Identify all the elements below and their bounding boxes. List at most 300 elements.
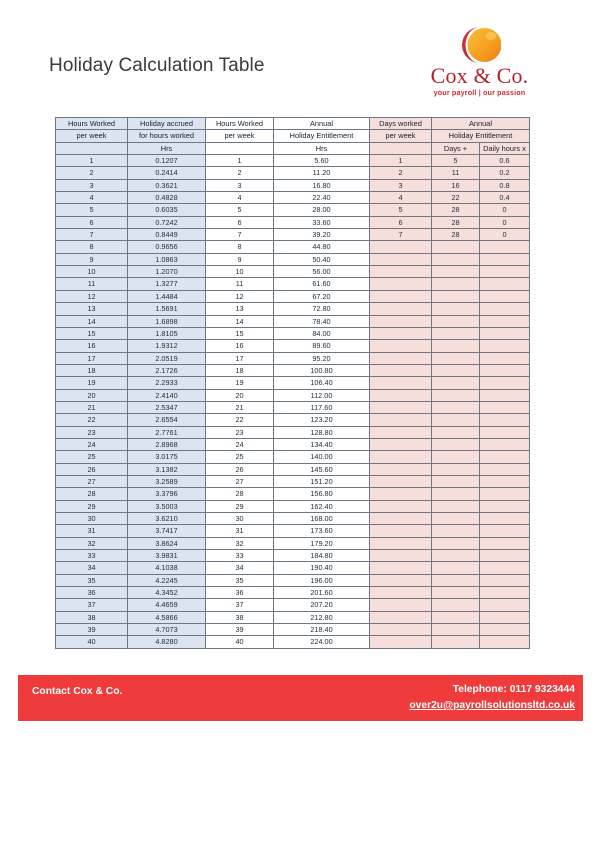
cell-holiday-accrued: 3.5003 (128, 500, 206, 512)
logo-mark-icon (461, 26, 501, 64)
cell-daily-hours-x (480, 550, 530, 562)
cell-annual-hrs: 224.00 (274, 636, 370, 648)
header-blank-blue (56, 142, 128, 154)
cell-holiday-accrued: 1.4484 (128, 290, 206, 302)
cell-hours-worked-blue: 23 (56, 426, 128, 438)
cell-hours-worked-blue: 38 (56, 611, 128, 623)
cell-hours-worked-blue: 19 (56, 377, 128, 389)
cell-hours-worked-white: 21 (206, 401, 274, 413)
cell-days-plus: 5 (432, 155, 480, 167)
cell-hours-worked-white: 28 (206, 488, 274, 500)
cell-daily-hours-x (480, 574, 530, 586)
cell-hours-worked-white: 10 (206, 266, 274, 278)
cell-daily-hours-x (480, 587, 530, 599)
cell-holiday-accrued: 3.1382 (128, 463, 206, 475)
cell-hours-worked-blue: 3 (56, 179, 128, 191)
cell-hours-worked-blue: 17 (56, 352, 128, 364)
table-body (56, 155, 530, 649)
cell-annual-hrs: 39.20 (274, 229, 370, 241)
cell-holiday-accrued: 0.2414 (128, 167, 206, 179)
cell-hours-worked-blue: 8 (56, 241, 128, 253)
cell-hours-worked-blue: 6 (56, 216, 128, 228)
cell-days-worked (370, 550, 432, 562)
cell-days-plus (432, 278, 480, 290)
cell-days-plus: 28 (432, 216, 480, 228)
cell-holiday-accrued: 3.3796 (128, 488, 206, 500)
cell-holiday-accrued: 4.3452 (128, 587, 206, 599)
cell-hours-worked-white: 25 (206, 451, 274, 463)
cell-days-worked (370, 500, 432, 512)
cell-annual-hrs: 134.40 (274, 438, 370, 450)
cell-hours-worked-blue: 39 (56, 624, 128, 636)
cell-days-worked (370, 290, 432, 302)
cell-hours-worked-blue: 32 (56, 537, 128, 549)
cell-days-worked: 1 (370, 155, 432, 167)
table-row (56, 513, 530, 525)
cell-daily-hours-x (480, 290, 530, 302)
cell-hours-worked-white: 27 (206, 475, 274, 487)
cell-hours-worked-blue: 34 (56, 562, 128, 574)
cell-holiday-accrued: 1.6898 (128, 315, 206, 327)
cell-holiday-accrued: 2.7761 (128, 426, 206, 438)
table-row (56, 451, 530, 463)
cell-days-plus (432, 266, 480, 278)
cell-days-plus: 11 (432, 167, 480, 179)
table-row (56, 414, 530, 426)
table-row (56, 229, 530, 241)
cell-annual-hrs: 11.20 (274, 167, 370, 179)
cell-hours-worked-white: 33 (206, 550, 274, 562)
cell-days-worked: 6 (370, 216, 432, 228)
cell-days-worked: 3 (370, 179, 432, 191)
cell-hours-worked-white: 17 (206, 352, 274, 364)
cell-annual-hrs: 179.20 (274, 537, 370, 549)
table-row (56, 278, 530, 290)
cell-daily-hours-x (480, 377, 530, 389)
cell-hours-worked-blue: 25 (56, 451, 128, 463)
cell-annual-hrs: 44.80 (274, 241, 370, 253)
cell-days-worked (370, 574, 432, 586)
cell-hours-worked-white: 15 (206, 327, 274, 339)
cell-daily-hours-x: 0 (480, 229, 530, 241)
cell-hours-worked-blue: 22 (56, 414, 128, 426)
cell-hours-worked-blue: 4 (56, 192, 128, 204)
table-row (56, 537, 530, 549)
cell-days-worked (370, 636, 432, 648)
cell-holiday-accrued: 4.2245 (128, 574, 206, 586)
cell-annual-hrs: 156.80 (274, 488, 370, 500)
table-row (56, 611, 530, 623)
table-row (56, 475, 530, 487)
cell-days-plus (432, 488, 480, 500)
cell-holiday-accrued: 0.9656 (128, 241, 206, 253)
cell-hours-worked-white: 23 (206, 426, 274, 438)
table-row (56, 574, 530, 586)
cell-hours-worked-white: 32 (206, 537, 274, 549)
cell-days-plus (432, 340, 480, 352)
cell-annual-hrs: 218.40 (274, 624, 370, 636)
cell-daily-hours-x (480, 364, 530, 376)
cell-days-worked (370, 488, 432, 500)
cell-days-plus (432, 525, 480, 537)
cell-holiday-accrued: 4.7073 (128, 624, 206, 636)
table-row (56, 216, 530, 228)
page-header (0, 0, 601, 104)
cell-holiday-accrued: 2.5347 (128, 401, 206, 413)
cell-hours-worked-blue: 1 (56, 155, 128, 167)
cell-annual-hrs: 67.20 (274, 290, 370, 302)
cell-hours-worked-white: 12 (206, 290, 274, 302)
contact-details (409, 682, 575, 714)
cell-daily-hours-x (480, 611, 530, 623)
cell-hours-worked-blue: 11 (56, 278, 128, 290)
cell-hours-worked-white: 26 (206, 463, 274, 475)
cell-annual-hrs: 78.40 (274, 315, 370, 327)
cell-days-plus: 28 (432, 229, 480, 241)
cell-daily-hours-x (480, 513, 530, 525)
cell-daily-hours-x (480, 414, 530, 426)
cell-days-plus (432, 327, 480, 339)
cell-hours-worked-blue: 28 (56, 488, 128, 500)
cell-annual-hrs: 140.00 (274, 451, 370, 463)
cell-holiday-accrued: 1.3277 (128, 278, 206, 290)
cell-days-plus (432, 426, 480, 438)
cell-days-worked (370, 438, 432, 450)
cell-hours-worked-white: 11 (206, 278, 274, 290)
cell-annual-hrs: 16.80 (274, 179, 370, 191)
cell-days-plus: 16 (432, 179, 480, 191)
table-row (56, 266, 530, 278)
cell-hours-worked-blue: 15 (56, 327, 128, 339)
cell-hours-worked-white: 38 (206, 611, 274, 623)
cell-days-plus (432, 438, 480, 450)
cell-days-plus (432, 500, 480, 512)
cell-annual-hrs: 123.20 (274, 414, 370, 426)
cell-days-plus (432, 562, 480, 574)
cell-daily-hours-x (480, 624, 530, 636)
cell-hours-worked-white: 3 (206, 179, 274, 191)
contact-telephone: Telephone: 0117 9323444 (452, 684, 575, 695)
table-row (56, 636, 530, 648)
cell-hours-worked-blue: 40 (56, 636, 128, 648)
cell-hours-worked-white: 22 (206, 414, 274, 426)
cell-holiday-accrued: 4.4659 (128, 599, 206, 611)
cell-holiday-accrued: 3.2589 (128, 475, 206, 487)
cell-annual-hrs: 212.80 (274, 611, 370, 623)
cell-annual-hrs: 28.00 (274, 204, 370, 216)
table-row (56, 438, 530, 450)
table-row (56, 562, 530, 574)
cell-hours-worked-white: 37 (206, 599, 274, 611)
cell-hours-worked-white: 5 (206, 204, 274, 216)
cell-hours-worked-blue: 7 (56, 229, 128, 241)
cell-hours-worked-white: 31 (206, 525, 274, 537)
header-daily-hours-x: Daily hours x (480, 142, 530, 154)
cell-daily-hours-x (480, 389, 530, 401)
cell-holiday-accrued: 3.0175 (128, 451, 206, 463)
cell-days-plus (432, 241, 480, 253)
cell-days-worked (370, 599, 432, 611)
cell-hours-worked-white: 34 (206, 562, 274, 574)
cell-hours-worked-white: 14 (206, 315, 274, 327)
cell-hours-worked-white: 24 (206, 438, 274, 450)
cell-annual-hrs: 89.60 (274, 340, 370, 352)
cell-hours-worked-white: 7 (206, 229, 274, 241)
cell-daily-hours-x (480, 340, 530, 352)
table-header (56, 118, 530, 155)
cell-hours-worked-white: 40 (206, 636, 274, 648)
cell-daily-hours-x (480, 266, 530, 278)
cell-hours-worked-blue: 14 (56, 315, 128, 327)
header-days-plus: Days + (432, 142, 480, 154)
cell-daily-hours-x (480, 636, 530, 648)
cell-hours-worked-blue: 33 (56, 550, 128, 562)
cell-holiday-accrued: 2.1726 (128, 364, 206, 376)
table-row (56, 192, 530, 204)
header-blank-white (206, 142, 274, 154)
cell-hours-worked-white: 9 (206, 253, 274, 265)
cell-hours-worked-white: 4 (206, 192, 274, 204)
table-row (56, 500, 530, 512)
cell-days-worked (370, 315, 432, 327)
table-row (56, 389, 530, 401)
cell-holiday-accrued: 1.5691 (128, 303, 206, 315)
cell-annual-hrs: 128.80 (274, 426, 370, 438)
header-row-1 (56, 118, 530, 130)
cell-holiday-accrued: 3.8624 (128, 537, 206, 549)
table-row (56, 241, 530, 253)
cell-days-plus (432, 414, 480, 426)
table-row (56, 599, 530, 611)
cell-daily-hours-x (480, 278, 530, 290)
table-row (56, 587, 530, 599)
cell-hours-worked-blue: 24 (56, 438, 128, 450)
cell-daily-hours-x (480, 426, 530, 438)
cell-days-worked (370, 451, 432, 463)
cell-hours-worked-white: 30 (206, 513, 274, 525)
cell-annual-hrs: 173.60 (274, 525, 370, 537)
cell-annual-hrs: 84.00 (274, 327, 370, 339)
table-row (56, 624, 530, 636)
header-annual-white: Annual (274, 118, 370, 130)
cell-daily-hours-x (480, 463, 530, 475)
cell-days-plus (432, 401, 480, 413)
cell-hours-worked-blue: 16 (56, 340, 128, 352)
cell-hours-worked-white: 6 (206, 216, 274, 228)
cell-days-worked (370, 475, 432, 487)
table-row (56, 463, 530, 475)
cell-daily-hours-x (480, 327, 530, 339)
cell-days-plus: 22 (432, 192, 480, 204)
cell-hours-worked-blue: 10 (56, 266, 128, 278)
contact-email-link[interactable]: over2u@payrollsolutionsltd.co.uk (409, 699, 575, 711)
cell-holiday-accrued: 0.7242 (128, 216, 206, 228)
table-row (56, 352, 530, 364)
table-row (56, 315, 530, 327)
cell-annual-hrs: 33.60 (274, 216, 370, 228)
table-row (56, 340, 530, 352)
cell-daily-hours-x: 0.6 (480, 155, 530, 167)
cell-daily-hours-x (480, 475, 530, 487)
cell-days-worked: 4 (370, 192, 432, 204)
cell-holiday-accrued: 2.8968 (128, 438, 206, 450)
cell-holiday-accrued: 2.6554 (128, 414, 206, 426)
cell-days-plus (432, 611, 480, 623)
cell-hours-worked-white: 20 (206, 389, 274, 401)
cell-daily-hours-x (480, 537, 530, 549)
cell-daily-hours-x (480, 599, 530, 611)
cell-hours-worked-blue: 5 (56, 204, 128, 216)
header-hrs-white: Hrs (274, 142, 370, 154)
cell-days-worked: 5 (370, 204, 432, 216)
cell-daily-hours-x (480, 401, 530, 413)
cell-days-worked: 2 (370, 167, 432, 179)
cell-annual-hrs: 201.60 (274, 587, 370, 599)
cell-days-worked (370, 377, 432, 389)
cell-days-plus (432, 550, 480, 562)
cell-holiday-accrued: 0.6035 (128, 204, 206, 216)
cell-holiday-accrued: 4.1038 (128, 562, 206, 574)
cell-hours-worked-blue: 27 (56, 475, 128, 487)
cell-annual-hrs: 162.40 (274, 500, 370, 512)
cell-hours-worked-blue: 30 (56, 513, 128, 525)
table-row (56, 488, 530, 500)
cell-holiday-accrued: 1.0863 (128, 253, 206, 265)
cell-days-worked (370, 463, 432, 475)
header-row-2 (56, 130, 530, 142)
cell-holiday-accrued: 2.4140 (128, 389, 206, 401)
cell-days-plus (432, 513, 480, 525)
cell-days-worked (370, 241, 432, 253)
cell-days-worked (370, 587, 432, 599)
cell-hours-worked-blue: 20 (56, 389, 128, 401)
cell-daily-hours-x (480, 438, 530, 450)
page-title: Holiday Calculation Table (49, 55, 265, 76)
cell-hours-worked-white: 39 (206, 624, 274, 636)
table-row (56, 401, 530, 413)
cell-days-plus: 28 (432, 204, 480, 216)
cell-daily-hours-x (480, 500, 530, 512)
table-row (56, 377, 530, 389)
table-row (56, 426, 530, 438)
table-row (56, 550, 530, 562)
cell-daily-hours-x: 0 (480, 216, 530, 228)
cell-annual-hrs: 100.80 (274, 364, 370, 376)
header-per-week-white: per week (206, 130, 274, 142)
cell-days-worked (370, 624, 432, 636)
table-row (56, 253, 530, 265)
cell-daily-hours-x (480, 451, 530, 463)
cell-hours-worked-blue: 2 (56, 167, 128, 179)
table-row (56, 303, 530, 315)
table-row (56, 167, 530, 179)
cell-days-plus (432, 537, 480, 549)
cell-daily-hours-x: 0 (480, 204, 530, 216)
cell-hours-worked-white: 19 (206, 377, 274, 389)
holiday-calculation-table-wrapper (55, 117, 529, 649)
cell-annual-hrs: 22.40 (274, 192, 370, 204)
cell-days-worked (370, 389, 432, 401)
cell-hours-worked-blue: 29 (56, 500, 128, 512)
cell-holiday-accrued: 1.2070 (128, 266, 206, 278)
logo-tagline: your payroll | our passion (433, 88, 526, 97)
cell-holiday-accrued: 0.4828 (128, 192, 206, 204)
cell-days-worked (370, 537, 432, 549)
cell-annual-hrs: 190.40 (274, 562, 370, 574)
table-row (56, 525, 530, 537)
cell-annual-hrs: 56.00 (274, 266, 370, 278)
cell-hours-worked-white: 1 (206, 155, 274, 167)
cell-holiday-accrued: 4.5866 (128, 611, 206, 623)
table-row (56, 155, 530, 167)
header-hours-worked-blue: Hours Worked (56, 118, 128, 130)
cell-hours-worked-blue: 21 (56, 401, 128, 413)
cell-days-worked (370, 253, 432, 265)
cell-days-worked (370, 352, 432, 364)
header-hrs-blue: Hrs (128, 142, 206, 154)
header-blank-pink (370, 142, 432, 154)
cell-hours-worked-white: 29 (206, 500, 274, 512)
cell-daily-hours-x (480, 303, 530, 315)
cell-days-worked (370, 340, 432, 352)
cell-annual-hrs: 184.80 (274, 550, 370, 562)
table-row (56, 179, 530, 191)
cell-hours-worked-white: 18 (206, 364, 274, 376)
cell-annual-hrs: 145.60 (274, 463, 370, 475)
cell-annual-hrs: 117.60 (274, 401, 370, 413)
cell-daily-hours-x (480, 562, 530, 574)
cell-days-plus (432, 352, 480, 364)
cell-daily-hours-x (480, 488, 530, 500)
cell-days-plus (432, 290, 480, 302)
cell-holiday-accrued: 0.8449 (128, 229, 206, 241)
cell-annual-hrs: 207.20 (274, 599, 370, 611)
cell-annual-hrs: 5.60 (274, 155, 370, 167)
cell-days-worked (370, 303, 432, 315)
cell-days-worked (370, 562, 432, 574)
cell-days-worked (370, 426, 432, 438)
cell-days-plus (432, 451, 480, 463)
cell-days-worked (370, 401, 432, 413)
cell-daily-hours-x: 0.8 (480, 179, 530, 191)
header-days-worked: Days worked (370, 118, 432, 130)
cell-days-plus (432, 364, 480, 376)
cell-hours-worked-blue: 26 (56, 463, 128, 475)
cell-days-plus (432, 377, 480, 389)
table-row (56, 364, 530, 376)
header-annual-pink: Annual (432, 118, 530, 130)
cell-daily-hours-x (480, 525, 530, 537)
cell-days-plus (432, 303, 480, 315)
cell-hours-worked-white: 16 (206, 340, 274, 352)
cell-hours-worked-blue: 13 (56, 303, 128, 315)
cell-annual-hrs: 72.80 (274, 303, 370, 315)
cell-days-plus (432, 624, 480, 636)
cell-days-worked (370, 278, 432, 290)
cell-hours-worked-white: 13 (206, 303, 274, 315)
table-row (56, 204, 530, 216)
header-holiday-accrued: Holiday accrued (128, 118, 206, 130)
cell-holiday-accrued: 0.1207 (128, 155, 206, 167)
header-per-week-pink: per week (370, 130, 432, 142)
header-hours-worked-white: Hours Worked (206, 118, 274, 130)
header-row-3 (56, 142, 530, 154)
table-row (56, 290, 530, 302)
cell-daily-hours-x (480, 352, 530, 364)
cell-holiday-accrued: 0.3621 (128, 179, 206, 191)
cell-days-worked (370, 513, 432, 525)
cell-days-worked (370, 414, 432, 426)
